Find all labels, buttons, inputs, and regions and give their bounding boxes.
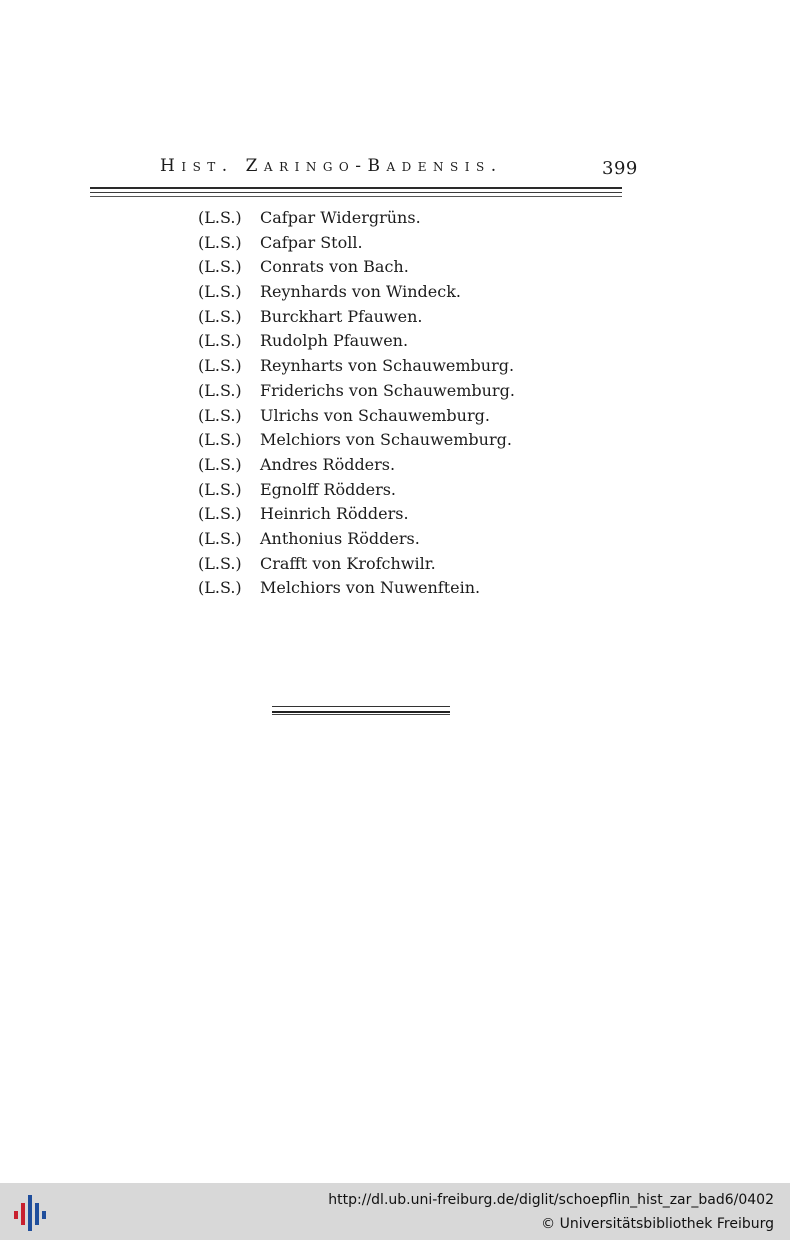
signatory-name: Cafpar Stoll. bbox=[260, 232, 363, 252]
signature-entry bbox=[198, 502, 515, 527]
signature-entry bbox=[198, 527, 515, 552]
seal-mark: (L.S.) bbox=[198, 430, 242, 450]
signature-list bbox=[198, 206, 515, 601]
signature-entry bbox=[198, 379, 515, 404]
signature-entry bbox=[198, 231, 515, 256]
header-rule bbox=[90, 187, 622, 193]
seal-mark: (L.S.) bbox=[198, 578, 242, 598]
signatory-name: Egnolff Rödders. bbox=[260, 479, 397, 499]
seal-mark: (L.S.) bbox=[198, 331, 242, 351]
signatory-name: Burckhart Pfauwen. bbox=[260, 306, 423, 326]
signatory-name: Heinrich Rödders. bbox=[260, 504, 409, 524]
closing-rule bbox=[272, 706, 450, 713]
seal-mark: (L.S.) bbox=[198, 528, 242, 548]
signature-entry bbox=[198, 354, 515, 379]
signatory-name: Andres Rödders. bbox=[260, 454, 396, 474]
signature-entry bbox=[198, 305, 515, 330]
signatory-name: Reynhards von Windeck. bbox=[260, 282, 461, 302]
signatory-name: Crafft von Krofchwilr. bbox=[260, 553, 436, 573]
copyright-notice: © Universitätsbibliothek Freiburg bbox=[541, 1216, 774, 1232]
seal-mark: (L.S.) bbox=[198, 232, 242, 252]
signature-entry bbox=[198, 280, 515, 305]
seal-mark: (L.S.) bbox=[198, 208, 242, 227]
signature-entry bbox=[198, 576, 515, 601]
seal-mark: (L.S.) bbox=[198, 454, 242, 474]
signature-entry bbox=[198, 453, 515, 478]
seal-mark: (L.S.) bbox=[198, 282, 242, 302]
seal-mark: (L.S.) bbox=[198, 380, 242, 400]
signature-entry bbox=[198, 552, 515, 577]
seal-mark: (L.S.) bbox=[198, 405, 242, 425]
signatory-name: Melchiors von Schauwemburg. bbox=[260, 430, 512, 450]
signatory-name: Anthonius Rödders. bbox=[260, 528, 420, 548]
signature-entry bbox=[198, 478, 515, 503]
signature-entry bbox=[198, 404, 515, 429]
running-head: Hist. Zaringo-Badensis. bbox=[160, 156, 503, 176]
signatory-name: Cafpar Widergrüns. bbox=[260, 208, 421, 227]
signatory-name: Ulrichs von Schauwemburg. bbox=[260, 405, 490, 425]
signature-entry bbox=[198, 206, 515, 231]
seal-mark: (L.S.) bbox=[198, 306, 242, 326]
seal-mark: (L.S.) bbox=[198, 479, 242, 499]
viewer-footer bbox=[0, 1183, 790, 1240]
signatory-name: Conrats von Bach. bbox=[260, 257, 409, 277]
header-rule-thin bbox=[90, 196, 622, 197]
seal-mark: (L.S.) bbox=[198, 504, 242, 524]
signatory-name: Reynharts von Schauwemburg. bbox=[260, 356, 515, 376]
signature-entry bbox=[198, 329, 515, 354]
permalink-url[interactable]: http://dl.ub.uni-freiburg.de/diglit/schoepflin_hist_zar_bad6/0402 bbox=[328, 1192, 774, 1208]
signature-entry bbox=[198, 255, 515, 280]
signatory-name: Rudolph Pfauwen. bbox=[260, 331, 409, 351]
signatory-name: Melchiors von Nuwenftein. bbox=[260, 578, 481, 598]
university-library-logo bbox=[10, 1193, 50, 1233]
seal-mark: (L.S.) bbox=[198, 553, 242, 573]
closing-rule-thin bbox=[272, 714, 450, 715]
page-number: 399 bbox=[602, 158, 638, 179]
signature-entry bbox=[198, 428, 515, 453]
seal-mark: (L.S.) bbox=[198, 257, 242, 277]
seal-mark: (L.S.) bbox=[198, 356, 242, 376]
signatory-name: Friderichs von Schauwemburg. bbox=[260, 380, 515, 400]
